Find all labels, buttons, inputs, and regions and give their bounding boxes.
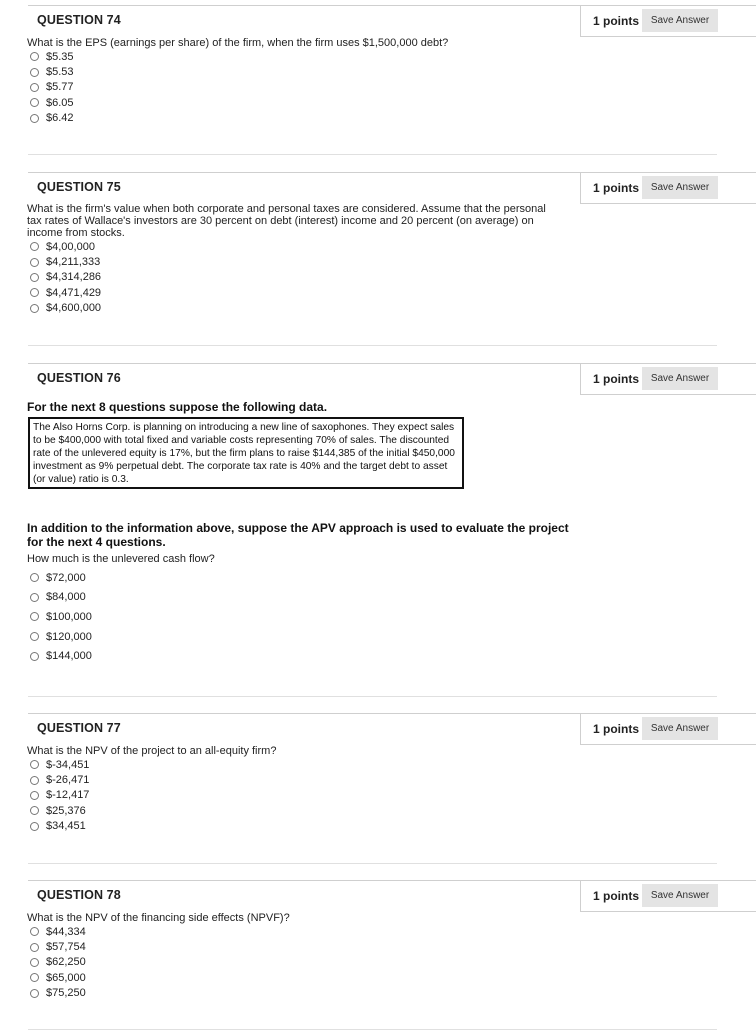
question-divider xyxy=(28,345,717,346)
radio-button[interactable] xyxy=(30,573,39,582)
question-text: What is the EPS (earnings per share) of the firm, when the firm uses $1,500,000 debt? xyxy=(27,37,449,49)
radio-button[interactable] xyxy=(30,806,39,815)
question-text: How much is the unlevered cash flow? xyxy=(27,553,215,565)
case-data-box: The Also Horns Corp. is planning on introducing a new line of saxophones. They expect sales to be $400,000 with total fixed and variable costs representing 70% of sales. The discounted rate of the unlevered equity is 17%, but the firm plans to raise $144,385 of the initial $450,000 investment as 9% perpetual debt. The corporate tax rate is 40% and the target debt to asset (or value) ratio is 0.3. xyxy=(28,417,464,489)
answer-option[interactable] xyxy=(30,819,89,834)
save-answer-button[interactable]: Save Answer xyxy=(642,176,718,199)
radio-button[interactable] xyxy=(30,114,39,123)
option-label: $5.35 xyxy=(46,50,74,63)
option-label: $6.05 xyxy=(46,96,74,109)
radio-button[interactable] xyxy=(30,760,39,769)
question-header-line xyxy=(28,713,598,714)
question-text: What is the NPV of the project to an all-equity firm? xyxy=(27,745,277,757)
option-label: $120,000 xyxy=(46,630,92,643)
option-label: $44,334 xyxy=(46,925,86,938)
answer-option[interactable] xyxy=(30,254,101,269)
answer-option[interactable] xyxy=(30,924,86,939)
option-label: $75,250 xyxy=(46,987,86,1000)
radio-button[interactable] xyxy=(30,83,39,92)
option-label: $34,451 xyxy=(46,820,86,833)
points-label: 1 points xyxy=(593,14,640,28)
option-label: $65,000 xyxy=(46,971,86,984)
question-title: QUESTION 77 xyxy=(37,721,121,735)
option-label: $144,000 xyxy=(46,650,92,663)
answer-option[interactable] xyxy=(30,939,86,954)
points-box xyxy=(580,363,756,395)
answer-option[interactable] xyxy=(30,285,101,300)
radio-button[interactable] xyxy=(30,304,39,313)
points-box xyxy=(580,880,756,912)
answer-option[interactable] xyxy=(30,970,86,985)
question-header-line xyxy=(28,5,598,6)
radio-button[interactable] xyxy=(30,242,39,251)
question-header-line xyxy=(28,172,598,173)
points-box xyxy=(580,5,756,37)
answer-options xyxy=(30,757,89,834)
option-label: $84,000 xyxy=(46,591,86,604)
radio-button[interactable] xyxy=(30,791,39,800)
question-header-line xyxy=(28,880,598,881)
radio-button[interactable] xyxy=(30,958,39,967)
option-label: $57,754 xyxy=(46,941,86,954)
save-answer-button[interactable]: Save Answer xyxy=(642,367,718,390)
question-text: What is the NPV of the financing side effects (NPVF)? xyxy=(27,912,290,924)
answer-option[interactable] xyxy=(30,95,74,110)
answer-option[interactable] xyxy=(30,772,89,787)
option-label: $5.77 xyxy=(46,81,74,94)
option-label: $4,211,333 xyxy=(46,256,101,269)
radio-button[interactable] xyxy=(30,822,39,831)
points-label: 1 points xyxy=(593,181,640,195)
answer-options xyxy=(30,49,74,126)
radio-button[interactable] xyxy=(30,943,39,952)
answer-option[interactable] xyxy=(30,627,92,647)
option-label: $4,00,000 xyxy=(46,240,95,253)
radio-button[interactable] xyxy=(30,52,39,61)
answer-option[interactable] xyxy=(30,803,89,818)
radio-button[interactable] xyxy=(30,632,39,641)
answer-options xyxy=(30,568,92,666)
answer-option[interactable] xyxy=(30,757,89,772)
radio-button[interactable] xyxy=(30,989,39,998)
option-label: $4,314,286 xyxy=(46,271,102,284)
radio-button[interactable] xyxy=(30,288,39,297)
option-label: $-34,451 xyxy=(46,758,90,771)
radio-button[interactable] xyxy=(30,273,39,282)
option-label: $4,471,429 xyxy=(46,286,102,299)
answer-option[interactable] xyxy=(30,568,92,588)
question-divider xyxy=(28,863,717,864)
answer-option[interactable] xyxy=(30,588,92,608)
points-box xyxy=(580,172,756,204)
question-title: QUESTION 78 xyxy=(37,888,121,902)
radio-button[interactable] xyxy=(30,776,39,785)
save-answer-button[interactable]: Save Answer xyxy=(642,9,718,32)
radio-button[interactable] xyxy=(30,68,39,77)
option-label: $100,000 xyxy=(46,610,92,623)
question-text: What is the firm's value when both corporate and personal taxes are considered. Assume that the personal tax rates of Wallace's investors are 30 percent on debt (interest) income and 20 percent (on average) on income from stocks. xyxy=(27,203,546,239)
radio-button[interactable] xyxy=(30,973,39,982)
answer-option[interactable] xyxy=(30,239,101,254)
points-label: 1 points xyxy=(593,889,640,903)
apv-instructions: In addition to the information above, suppose the APV approach is used to evaluate the project for the next 4 questions. xyxy=(27,521,569,549)
save-answer-button[interactable]: Save Answer xyxy=(642,717,718,740)
data-heading: For the next 8 questions suppose the following data. xyxy=(27,400,328,414)
answer-option[interactable] xyxy=(30,270,101,285)
question-title: QUESTION 76 xyxy=(37,371,121,385)
question-title: QUESTION 74 xyxy=(37,13,121,27)
option-label: $6.42 xyxy=(46,112,74,125)
question-divider xyxy=(28,154,717,155)
option-label: $62,250 xyxy=(46,956,86,969)
question-divider xyxy=(28,1029,717,1030)
radio-button[interactable] xyxy=(30,593,39,602)
answer-option[interactable] xyxy=(30,64,74,79)
option-label: $25,376 xyxy=(46,804,86,817)
option-label: $72,000 xyxy=(46,571,86,584)
save-answer-button[interactable]: Save Answer xyxy=(642,884,718,907)
option-label: $-26,471 xyxy=(46,774,90,787)
answer-option[interactable] xyxy=(30,607,92,627)
answer-option[interactable] xyxy=(30,80,74,95)
points-label: 1 points xyxy=(593,372,640,386)
question-header-line xyxy=(28,363,598,364)
answer-option[interactable] xyxy=(30,301,101,316)
answer-option[interactable] xyxy=(30,955,86,970)
answer-option[interactable] xyxy=(30,986,86,1001)
radio-button[interactable] xyxy=(30,612,39,621)
radio-button[interactable] xyxy=(30,927,39,936)
question-title: QUESTION 75 xyxy=(37,180,121,194)
answer-options xyxy=(30,239,101,316)
answer-option[interactable] xyxy=(30,788,89,803)
option-label: $-12,417 xyxy=(46,789,90,802)
answer-option[interactable] xyxy=(30,111,74,126)
option-label: $4,600,000 xyxy=(46,302,102,315)
radio-button[interactable] xyxy=(30,258,39,267)
option-label: $5.53 xyxy=(46,66,74,79)
answer-options xyxy=(30,924,86,1001)
answer-option[interactable] xyxy=(30,646,92,666)
answer-option[interactable] xyxy=(30,49,74,64)
radio-button[interactable] xyxy=(30,98,39,107)
question-divider xyxy=(28,696,717,697)
points-label: 1 points xyxy=(593,722,640,736)
points-box xyxy=(580,713,756,745)
radio-button[interactable] xyxy=(30,652,39,661)
